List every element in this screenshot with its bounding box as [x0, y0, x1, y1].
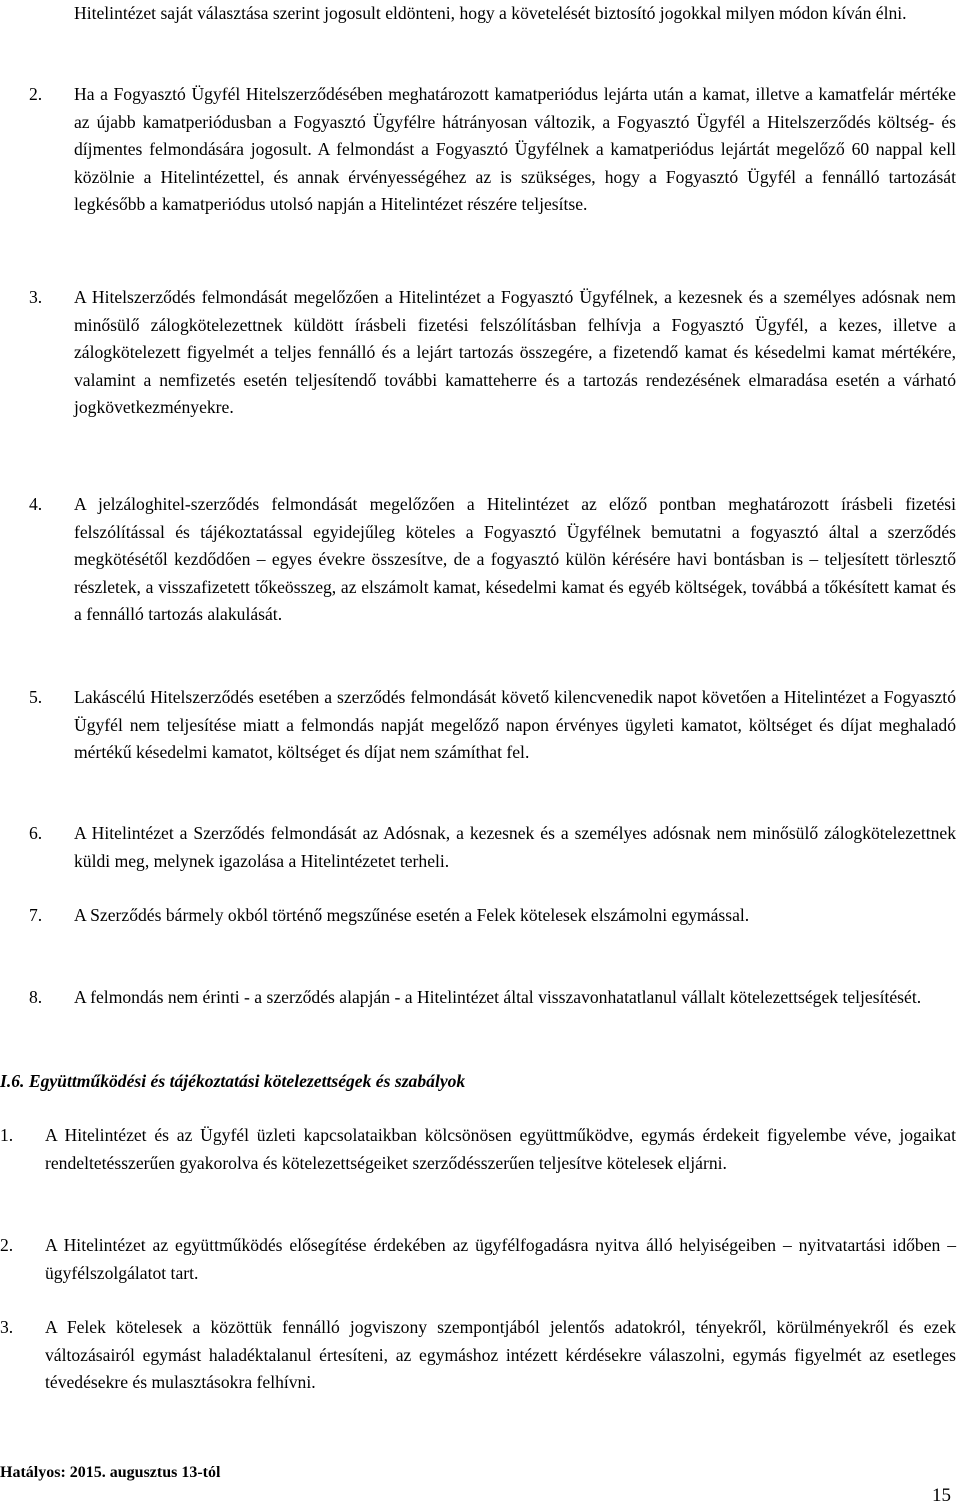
item-number: 2. [29, 84, 43, 104]
intro-text: Hitelintézet saját választása szerint jogosult eldönteni, hogy a követelését biztosító jogokkal milyen módon kíván élni. [74, 3, 907, 23]
effective-date: Hatályos: 2015. augusztus 13-tól [0, 1464, 221, 1481]
list-item [29, 491, 956, 629]
item-number: 3. [0, 1317, 14, 1337]
list-item [29, 284, 956, 422]
item-number: 3. [29, 287, 43, 307]
intro-paragraph [74, 0, 956, 28]
item-text: A jelzáloghitel-szerződés felmondását megelőzően a Hitelintézet az előző pontban meghatározott írásbeli fizetési felszólítással és tájékoztatással egyidejűleg köteles a Fogyasztó Ügyfélnek bemutatni a fogyasztó által a szerződés megkötésétől kezdődően – egyes évekre összesítve, de a fogyasztó külön kérésére havi bontásban is – teljesített törlesztő részletek, a visszafizetett tőkeösszeg, az elszámolt kamat, késedelmi kamat és egyéb költségek, továbbá a tőkésített kamat és a fennálló tartozás alakulását. [74, 494, 956, 624]
section-heading: I.6. Együttműködési és tájékoztatási kötelezettségek és szabályok [0, 1071, 466, 1091]
item-number: 8. [29, 987, 43, 1007]
list-item [0, 1314, 956, 1397]
list-item [29, 81, 956, 219]
page-number: 15 [932, 1485, 951, 1506]
item-number: 2. [0, 1235, 14, 1255]
item-number: 1. [0, 1125, 14, 1145]
item-text: A Hitelintézet a Szerződés felmondását az Adósnak, a kezesnek és a személyes adósnak nem minősülő zálogkötelezettnek küldi meg, melynek igazolása a Hitelintézetet terheli. [74, 823, 956, 871]
list-item [29, 820, 956, 875]
list-item [29, 902, 956, 930]
item-text: A Hitelintézet az együttműködés elősegítése érdekében az ügyfélfogadásra nyitva álló helyiségeiben – nyitvatartási időben – ügyfélszolgálatot tart. [45, 1235, 956, 1283]
item-text: A Hitelszerződés felmondását megelőzően a Hitelintézet a Fogyasztó Ügyfélnek, a kezesnek és a személyes adósnak nem minősülő zálogkötelezettnek küldött írásbeli fizetési felszólításban felhívja a Fogyasztó Ügyfél, a kezes, illetve a zálogkötelezett figyelmét a teljes fennálló és a lejárt tartozás összegére, a fizetendő kamat és késedelmi kamat mértékére, valamint a nemfizetés esetén teljesítendő további kamatteherre és a tartozás rendezésének elmaradása esetén a várható jogkövetkezményekre. [74, 287, 956, 417]
item-text: A Szerződés bármely okból történő megszűnése esetén a Felek kötelesek elszámolni egymással. [74, 905, 750, 925]
item-number: 6. [29, 823, 43, 843]
list-item [29, 684, 956, 767]
item-text: A Felek kötelesek a közöttük fennálló jogviszony szempontjából jelentős adatokról, tényekről, körülményekről és ezek változásairól egymást haladéktalanul értesíteni, az egymáshoz intézett kérdésekre válaszolni, egymás figyelmét az esetleges tévedésekre és mulasztásokra felhívni. [45, 1317, 956, 1392]
item-text: Lakáscélú Hitelszerződés esetében a szerződés felmondását követő kilencvenedik napot követően a Hitelintézet a Fogyasztó Ügyfél nem teljesítése miatt a felmondás napját megelőző napon érvényes ügyleti kamatot, költséget és díjat meghaladó mértékű késedelmi kamatot, költséget és díjat nem számíthat fel. [74, 687, 956, 762]
list-item [0, 1232, 956, 1287]
list-item [29, 984, 956, 1012]
list-item [0, 1122, 956, 1177]
item-text: Ha a Fogyasztó Ügyfél Hitelszerződésében meghatározott kamatperiódus lejárta után a kamat, illetve a kamatfelár mértéke az újabb kamatperiódusban a Fogyasztó Ügyfélre hátrányosan változik, a Fogyasztó Ügyfél a Hitelszerződés költség- és díjmentes felmondására jogosult. A felmondást a Fogyasztó Ügyfélnek a kamatperiódus lejártát megelőző 60 nappal kell közölnie a Hitelintézettel, és annak érvényességéhez az is szükséges, hogy a Fogyasztó Ügyfél a fennálló tartozását legkésőbb a kamatperiódus utolsó napján a Hitelintézet részére teljesítse. [74, 84, 956, 214]
item-number: 5. [29, 687, 43, 707]
item-text: A Hitelintézet és az Ügyfél üzleti kapcsolataikban kölcsönösen együttműködve, egymás érdekeit figyelembe véve, jogaikat rendeltetésszerűen gyakorolva és kötelezettségeiket szerződésszerűen teljesítve kötelesek eljárni. [45, 1125, 956, 1173]
item-number: 4. [29, 494, 43, 514]
item-text: A felmondás nem érinti - a szerződés alapján - a Hitelintézet által visszavonhatatlanul vállalt kötelezettségek teljesítését. [74, 987, 922, 1007]
item-number: 7. [29, 905, 43, 925]
